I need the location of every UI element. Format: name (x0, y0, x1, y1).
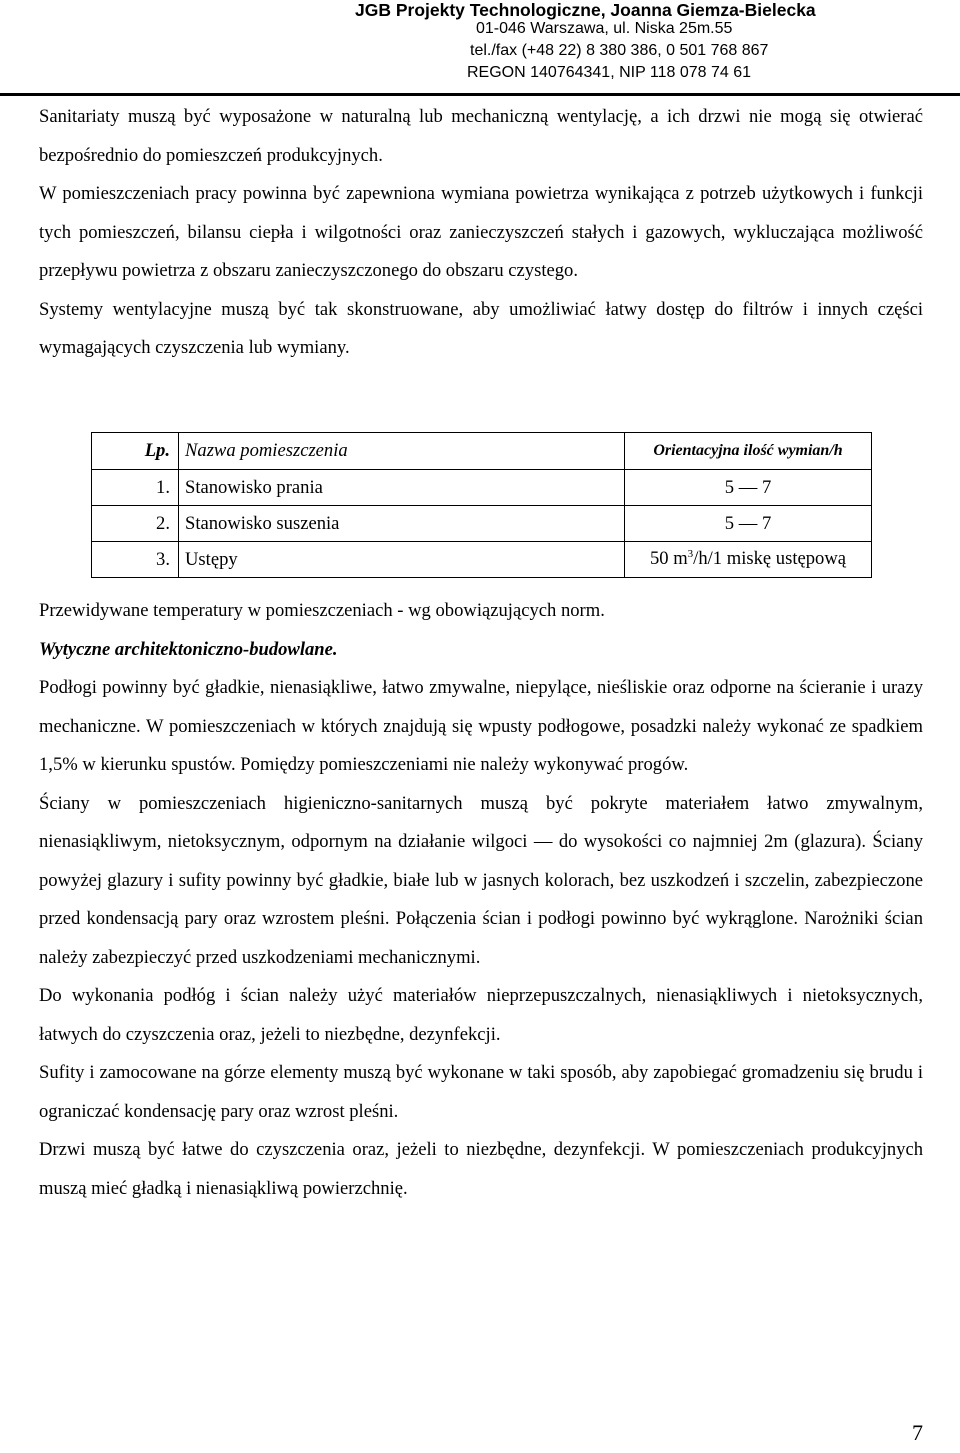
cell-lp: 1. (92, 470, 179, 506)
paragraph-floors: Podłogi powinny być gładkie, nienasiąkliwe, łatwo zmywalne, niepylące, nieśliskie oraz odporne na ścieranie i urazy mechaniczne. W pomieszczeniach w których znajdują się wpusty podłogowe, posadzki należy wykonać ze spadkiem 1,5% w kierunku spustów. Pomiędzy pomieszczeniami nie należy wykonywać progów. (39, 677, 923, 775)
header-lp: Lp. (92, 433, 179, 470)
company-name: JGB Projekty Technologiczne, Joanna Giemza-Bielecka (355, 0, 816, 20)
header-room-name: Nazwa pomieszczenia (179, 433, 625, 470)
company-regon: REGON 140764341, NIP 118 078 74 61 (467, 64, 752, 81)
table-header-row (92, 433, 872, 470)
cell-room-name: Stanowisko suszenia (179, 506, 625, 542)
exchange-superscript: 3 (687, 548, 694, 561)
bottom-text (39, 592, 923, 1208)
cell-room-name: Ustępy (179, 542, 625, 578)
cell-exchange-rate: 5 — 7 (625, 470, 872, 506)
table-row (92, 542, 872, 578)
paragraph-ceilings: Sufity i zamocowane na górze elementy muszą być wykonane w taki sposób, aby zapobiegać gromadzeniu się brudu i ograniczać kondensację pary oraz wzrost pleśni. (39, 1062, 923, 1122)
table-row (92, 506, 872, 542)
cell-lp: 3. (92, 542, 179, 578)
header-rule (0, 93, 960, 96)
top-text (39, 98, 923, 368)
company-phone: tel./fax (+48 22) 8 380 386, 0 501 768 867 (470, 42, 769, 59)
air-exchange-table (91, 432, 872, 578)
exchange-value: 50 m (649, 548, 688, 570)
section-heading: Wytyczne architektoniczno-budowlane. (39, 638, 338, 660)
cell-lp: 2. (92, 506, 179, 542)
paragraph-systems: Systemy wentylacyjne muszą być tak skonstruowane, aby umożliwiać łatwy dostęp do filtrów i innych części wymagających czyszczenia lub wymiany. (39, 298, 923, 358)
header-exchange-rate: Orientacyjna ilość wymian/h (625, 433, 872, 470)
page-number: 7 (912, 1420, 923, 1445)
company-address: 01-046 Warszawa, ul. Niska 25m.55 (476, 20, 733, 37)
paragraph-walls: Ściany w pomieszczeniach higieniczno-sanitarnych muszą być pokryte materiałem łatwo zmywalnym, nienasiąkliwym, nietoksycznym, odpornym na działanie wilgoci — do wysokości co najmniej 2m (glazura). Ściany powyżej glazury i sufity powinny być gładkie, białe lub w jasnych kolorach, bez uszkodzeń i szczelin, zabezpieczone przed kondensacją pary oraz wzrostem pleśni. Połączenia ścian i podłogi powinno być wykrąglone. Narożniki ścian należy zabezpieczyć przed uszkodzeniami mechanicznymi. (39, 792, 923, 968)
paragraph-materials: Do wykonania podłóg i ścian należy użyć materiałów nieprzepuszczalnych, nienasiąkliwych i nietoksycznych, łatwych do czyszczenia oraz, jeżeli to niezbędne, dezynfekcji. (39, 985, 923, 1045)
cell-exchange-rate: 5 — 7 (625, 506, 872, 542)
temperature-note: Przewidywane temperatury w pomieszczeniach - wg obowiązujących norm. (39, 600, 605, 621)
paragraph-doors: Drzwi muszą być łatwe do czyszczenia oraz, jeżeli to niezbędne, dezynfekcji. W pomieszczeniach produkcyjnych muszą mieć gładką i nienasiąkliwą powierzchnię. (39, 1139, 923, 1199)
exchange-unit: /h/1 miskę ustępową (693, 548, 847, 570)
document-header (0, 0, 960, 98)
paragraph-sanitary: Sanitariaty muszą być wyposażone w naturalną lub mechaniczną wentylację, a ich drzwi nie mogą się otwierać bezpośrednio do pomieszczeń produkcyjnych. (39, 106, 923, 166)
table-row (92, 470, 872, 506)
paragraph-ventilation: W pomieszczeniach pracy powinna być zapewniona wymiana powietrza wynikająca z potrzeb użytkowych i funkcji tych pomieszczeń, bilansu ciepła i wilgotności oraz zanieczyszczeń stałych i gazowych, wykluczająca możliwość przepływu powietrza z obszaru zanieczyszczonego do obszaru czystego. (39, 183, 923, 281)
cell-exchange-rate (625, 542, 872, 578)
cell-room-name: Stanowisko prania (179, 470, 625, 506)
